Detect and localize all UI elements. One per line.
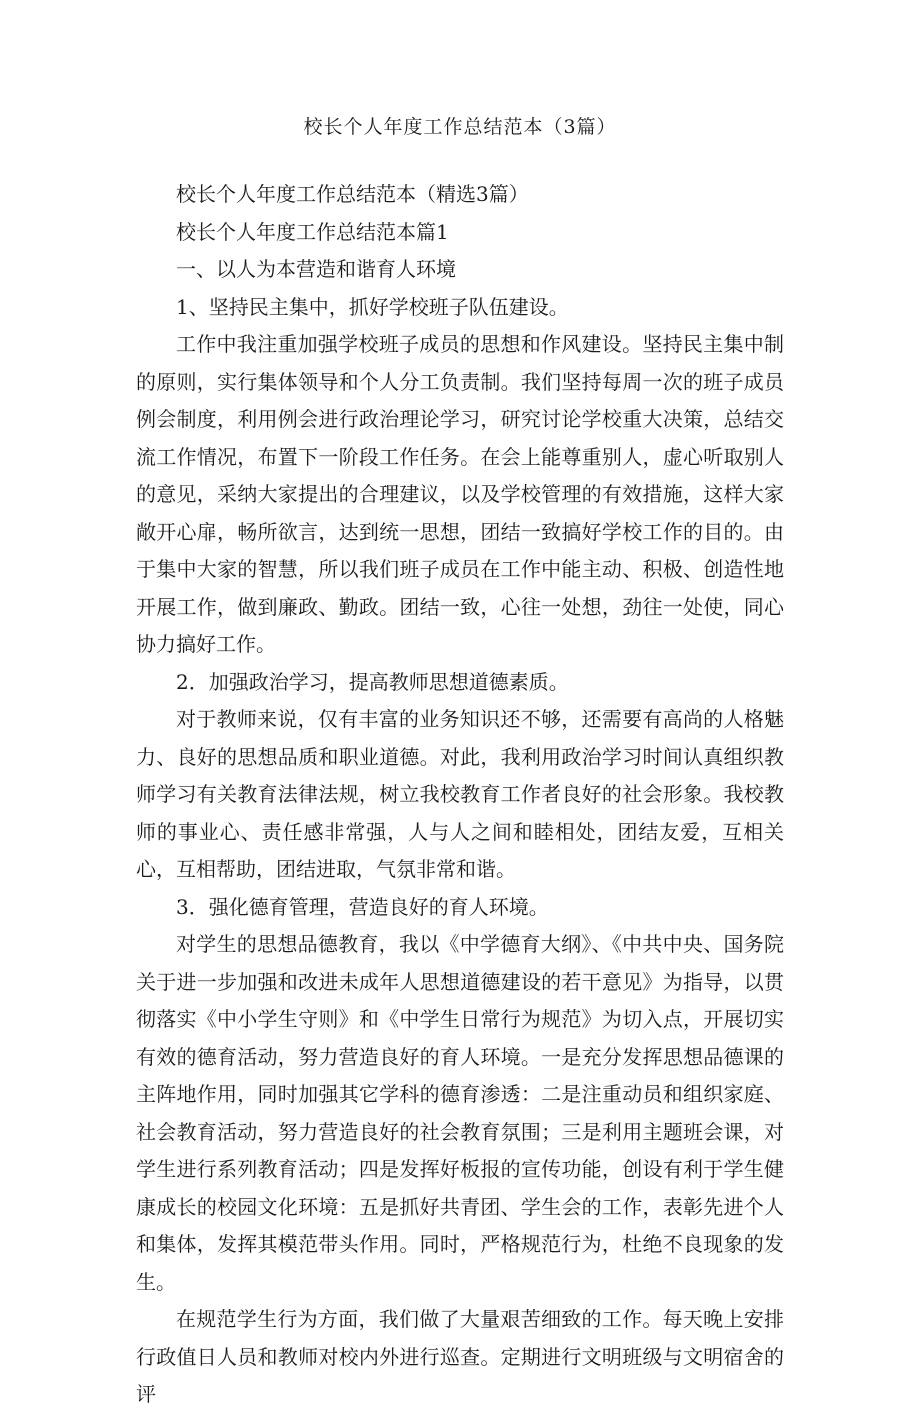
body-paragraph-4: 在规范学生行为方面，我们做了大量艰苦细致的工作。每天晚上安排行政值日人员和教师对校内外进行巡查。定期进行文明班级与文明宿舍的评 xyxy=(136,1307,784,1406)
body-paragraph-1: 工作中我注重加强学校班子成员的思想和作风建设。坚持民主集中制的原则，实行集体领导和个人分工负责制。我们坚持每周一次的班子成员例会制度，利用例会进行政治理论学习，研究讨论学校重大决策，总结交流工作情况，布置下一阶段工作任务。在会上能尊重别人，虚心听取别人的意见，采纳大家提出的合理建议，以及学校管理的有效措施，这样大家敞开心扉，畅所欲言，达到统一思想，团结一致搞好学校工作的目的。由于集中大家的智慧，所以我们班子成员在工作中能主动、积极、创造性地开展工作，做到廉政、勤政。团结一致，心往一处想，劲往一处使，同心协力搞好工作。 xyxy=(136,332,784,656)
subsection-heading-2: 2．加强政治学习，提高教师思想道德素质。 xyxy=(176,669,569,694)
section-heading: 一、以人为本营造和谐育人环境 xyxy=(176,257,456,281)
chapter-heading: 校长个人年度工作总结范本篇1 xyxy=(176,219,449,244)
document-body xyxy=(136,176,784,1414)
subsection-heading-3: 3．强化德育管理，营造良好的育人环境。 xyxy=(176,894,549,919)
document-title: 校长个人年度工作总结范本（3篇） xyxy=(303,116,617,138)
subtitle-paragraph: 校长个人年度工作总结范本（精选3篇） xyxy=(176,182,529,206)
subsection-heading-1: 1、坚持民主集中，抓好学校班子队伍建设。 xyxy=(176,294,569,319)
body-paragraph-3: 对学生的思想品德教育，我以《中学德育大纲》、《中共中央、国务院关于进一步加强和改进未成年人思想道德建设的若干意见》为指导，以贯彻落实《中小学生守则》和《中学生日常行为规范》为切入点，开展切实有效的德育活动，努力营造良好的育人环境。一是充分发挥思想品德课的主阵地作用，同时加强其它学科的德育渗透：二是注重动员和组织家庭、社会教育活动，努力营造良好的社会教育氛围；三是利用主题班会课，对学生进行系列教育活动；四是发挥好板报的宣传功能，创设有利于学生健康成长的校园文化环境：五是抓好共青团、学生会的工作，表彰先进个人和集体，发挥其模范带头作用。同时，严格规范行为，杜绝不良现象的发生。 xyxy=(136,932,784,1294)
body-paragraph-2: 对于教师来说，仅有丰富的业务知识还不够，还需要有高尚的人格魅力、良好的思想品质和职业道德。对此，我利用政治学习时间认真组织教师学习有关教育法律法规，树立我校教育工作者良好的社会形象。我校教师的事业心、责任感非常强，人与人之间和睦相处，团结友爱，互相关心，互相帮助，团结进取，气氛非常和谐。 xyxy=(136,707,784,881)
